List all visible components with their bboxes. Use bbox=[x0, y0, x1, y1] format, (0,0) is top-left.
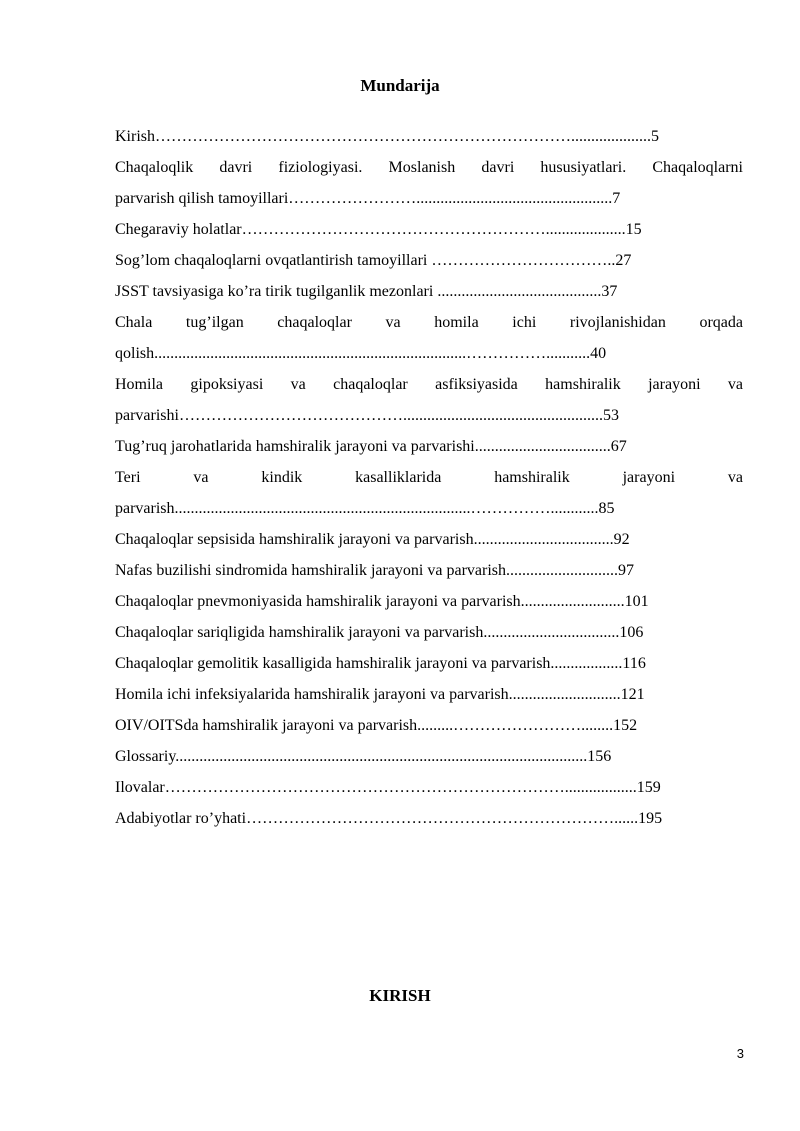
toc-entry: Kirish……………………………………………………………………....................5 bbox=[115, 128, 659, 145]
toc-entry: Chala tug’ilgan chaqaloqlar va homila ichi rivojlanishidan orqada bbox=[115, 314, 743, 331]
toc-entry: parvarishi……………………………………..................................................53 bbox=[115, 407, 619, 424]
toc-entry: qolish..............................................................................……………...........40 bbox=[115, 345, 607, 362]
toc-entry: Chegaraviy holatlar…………………………………………………....................15 bbox=[115, 221, 642, 238]
toc-entry: Chaqaloqlar pnevmoniyasida hamshiralik jarayoni va parvarish..........................101 bbox=[115, 593, 649, 610]
toc-entry: Homila ichi infeksiyalarida hamshiralik jarayoni va parvarish............................121 bbox=[115, 686, 645, 703]
toc-entry: Adabiyotlar ro’yhati……………………………………………………………......195 bbox=[115, 810, 663, 827]
toc-entry: Teri va kindik kasalliklarida hamshiralik jarayoni va bbox=[115, 469, 743, 486]
toc-entry: Nafas buzilishi sindromida hamshiralik jarayoni va parvarish............................97 bbox=[115, 562, 635, 579]
toc-entry: Chaqaloqlar sariqligida hamshiralik jarayoni va parvarish..................................106 bbox=[115, 624, 644, 641]
toc-entry: Sog’lom chaqaloqlarni ovqatlantirish tamoyillari ……………………………..27 bbox=[115, 252, 632, 269]
toc-entry: JSST tavsiyasiga ko’ra tirik tugilganlik mezonlari .........................................37 bbox=[115, 283, 618, 300]
toc-entry: Glossariy.......................................................................................................156 bbox=[115, 748, 612, 765]
toc-title: Mundarija bbox=[360, 76, 440, 95]
toc-entry: Chaqaloqlar gemolitik kasalligida hamshiralik jarayoni va parvarish..................116 bbox=[115, 655, 646, 672]
section-heading: KIRISH bbox=[369, 986, 431, 1005]
page-number: 3 bbox=[736, 1046, 744, 1061]
toc-entry: Homila gipoksiyasi va chaqaloqlar asfiksiyasida hamshiralik jarayoni va bbox=[115, 376, 743, 393]
toc-entry: Chaqaloqlar sepsisida hamshiralik jarayoni va parvarish...................................92 bbox=[115, 531, 630, 548]
table-of-contents bbox=[115, 121, 743, 834]
toc-entry: parvarish..........................................................................……………............85 bbox=[115, 500, 615, 517]
toc-entry: parvarish qilish tamoyillari…………………….................................................7 bbox=[115, 190, 621, 207]
toc-entry: Chaqaloqlik davri fiziologiyasi. Moslanish davri hususiyatlari. Chaqaloqlarni bbox=[115, 159, 743, 176]
toc-entry: OIV/OITSda hamshiralik jarayoni va parvarish.........……………………........152 bbox=[115, 717, 638, 734]
toc-entry: Ilovalar…………………………………………………………………..................159 bbox=[115, 779, 661, 796]
toc-entry: Tug’ruq jarohatlarida hamshiralik jarayoni va parvarishi..................................67 bbox=[115, 438, 627, 455]
